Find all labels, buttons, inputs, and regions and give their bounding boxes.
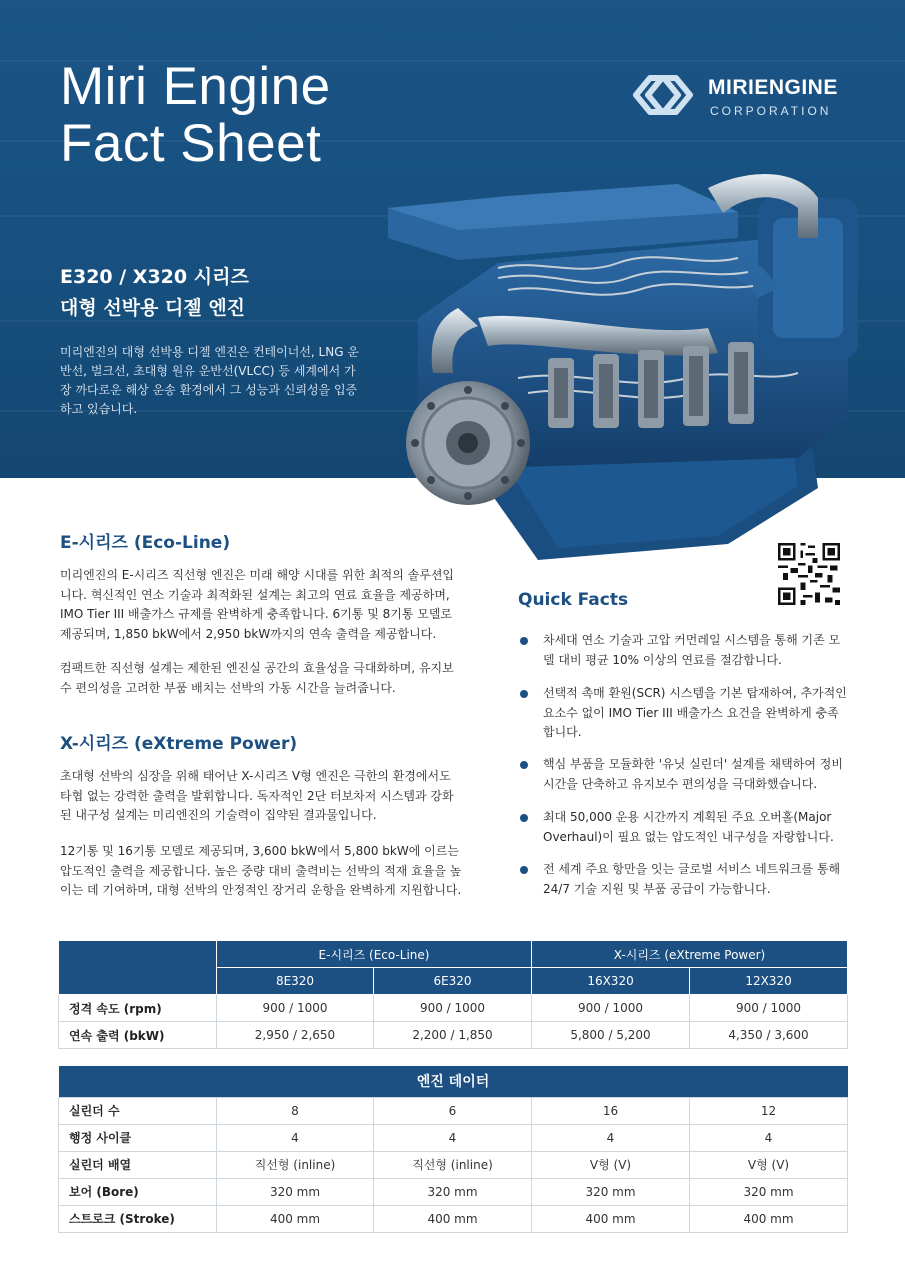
table-cell: 16 <box>532 1097 690 1124</box>
quick-fact-text: 차세대 연소 기술과 고압 커먼레일 시스템을 통해 기존 모델 대비 평균 10% 이상의 연료를 절감합니다. <box>543 633 841 667</box>
spec-table <box>58 940 848 1049</box>
table-cell: 8 <box>217 1097 374 1124</box>
table-cell: 5,800 / 5,200 <box>532 1022 690 1049</box>
table-cell: 6 <box>374 1097 532 1124</box>
e-series-heading: E-시리즈 (Eco-Line) <box>60 533 231 553</box>
quick-fact-text: 전 세계 주요 항만을 잇는 글로벌 서비스 네트워크를 통해 24/7 기술 지원 및 부품 공급이 가능합니다. <box>543 862 841 896</box>
table-cell: 12 <box>690 1097 848 1124</box>
intro-text: 미리엔진의 대형 선박용 디젤 엔진은 컨테이너선, LNG 운반선, 벌크선, 초대형 원유 운반선(VLCC) 등 세계에서 가장 까다로운 해상 운송 환경에서 그 성능과 신뢰성을 입증하고 있습니다. <box>60 345 359 416</box>
row-label: 스트로크 (Stroke) <box>59 1205 217 1232</box>
engine-image <box>378 168 868 560</box>
table-cell: 900 / 1000 <box>217 995 374 1022</box>
table-cell: 320 mm <box>217 1178 374 1205</box>
bullet-icon <box>520 814 528 822</box>
quick-fact-text: 최대 50,000 운용 시간까지 계획된 주요 오버홀(Major Overhaul)이 필요 없는 압도적인 내구성을 자랑합니다. <box>543 810 834 844</box>
e-series-paragraph-1: 미리엔진의 E-시리즈 직선형 엔진은 미래 해양 시대를 위한 최적의 솔루션입니다. 혁신적인 연소 기술과 최적화된 설계는 최고의 연료 효율을 제공하며, IMO Tier III 배출가스 규제를 완벽하게 충족합니다. 6기통 및 8기통 모델로 제공되며, 1,850 bkW에서 2,950 bkW까지의 연속 출력을 제공합니다. <box>60 568 455 641</box>
quick-fact-text: 핵심 부품을 모듈화한 '유닛 실린더' 설계를 채택하여 정비 시간을 단축하고 유지보수 편의성을 극대화했습니다. <box>543 757 843 791</box>
column-header-model: 6E320 <box>374 968 532 995</box>
table-header-row <box>59 941 848 968</box>
series-line-1: E320 / X320 시리즈 <box>60 266 249 288</box>
table-cell: 4 <box>374 1124 532 1151</box>
logo-subtitle: CORPORATION <box>710 104 832 118</box>
x-series-paragraph-1: 초대형 선박의 심장을 위해 태어난 X-시리즈 V형 엔진은 극한의 환경에서도 타협 없는 강력한 출력을 발휘합니다. 독자적인 2단 터보차저 시스템과 강화된 내구성 설계는 미리엔진의 기술력이 집약된 결과물입니다. <box>60 769 454 822</box>
table-cell: 4 <box>217 1124 374 1151</box>
column-header-model: 8E320 <box>217 968 374 995</box>
qr-code-icon[interactable] <box>778 543 840 605</box>
table-row <box>59 1124 848 1151</box>
column-header-model: 12X320 <box>690 968 848 995</box>
table-row <box>59 1097 848 1124</box>
e-series-paragraph-2: 컴팩트한 직선형 설계는 제한된 엔진실 공간의 효율성을 극대화하며, 유지보수 편의성을 고려한 부품 배치는 선박의 가동 시간을 늘려줍니다. <box>60 661 454 695</box>
table-cell: 320 mm <box>532 1178 690 1205</box>
table-cell: 4 <box>690 1124 848 1151</box>
quick-facts-title: Quick Facts <box>518 590 629 610</box>
row-label: 실린더 수 <box>59 1097 217 1124</box>
title-line-2: Fact Sheet <box>60 114 322 173</box>
bullet-icon <box>520 866 528 874</box>
series-line-2: 대형 선박용 디젤 엔진 <box>60 297 246 319</box>
table-cell: 2,200 / 1,850 <box>374 1022 532 1049</box>
column-header-model: 16X320 <box>532 968 690 995</box>
table-row <box>59 1151 848 1178</box>
table-cell: 320 mm <box>690 1178 848 1205</box>
bullet-icon <box>520 761 528 769</box>
logo-name: MIRIENGINE <box>708 76 838 99</box>
series-title <box>60 262 249 324</box>
table-cell: 400 mm <box>532 1205 690 1232</box>
row-label: 정격 속도 (rpm) <box>59 995 217 1022</box>
table-cell: 400 mm <box>374 1205 532 1232</box>
engine-data-table <box>58 1066 848 1233</box>
x-series-heading: X-시리즈 (eXtreme Power) <box>60 734 298 754</box>
table-row <box>59 995 848 1022</box>
table-cell: V형 (V) <box>690 1151 848 1178</box>
row-label: 보어 (Bore) <box>59 1178 217 1205</box>
title-line-1: Miri Engine <box>60 57 331 116</box>
table-row <box>59 1022 848 1049</box>
table-cell: 900 / 1000 <box>374 995 532 1022</box>
column-group-e-series: E-시리즈 (Eco-Line) <box>217 941 532 968</box>
table-cell: 4,350 / 3,600 <box>690 1022 848 1049</box>
column-group-x-series: X-시리즈 (eXtreme Power) <box>532 941 848 968</box>
table-row <box>59 1178 848 1205</box>
bullet-icon <box>520 690 528 698</box>
table-row <box>59 1205 848 1232</box>
table-corner-cell <box>59 941 217 995</box>
table-cell: 2,950 / 2,650 <box>217 1022 374 1049</box>
x-series-paragraph-2: 12기통 및 16기통 모델로 제공되며, 3,600 bkW에서 5,800 bkW에 이르는 압도적인 출력을 제공합니다. 높은 중량 대비 출력비는 선박의 적재 효율을 높이는 데 기여하며, 대형 선박의 안정적인 장거리 운항을 완벽하게 지원합니다. <box>60 844 462 897</box>
table-cell: 직선형 (inline) <box>374 1151 532 1178</box>
page-title <box>60 58 420 172</box>
table-cell: 직선형 (inline) <box>217 1151 374 1178</box>
table-cell: 400 mm <box>690 1205 848 1232</box>
table-cell: 320 mm <box>374 1178 532 1205</box>
table-cell: 400 mm <box>217 1205 374 1232</box>
logo-mark-icon <box>628 70 698 120</box>
row-label: 행정 사이클 <box>59 1124 217 1151</box>
table-cell: 4 <box>532 1124 690 1151</box>
table-cell: V형 (V) <box>532 1151 690 1178</box>
table-cell: 900 / 1000 <box>690 995 848 1022</box>
bullet-icon <box>520 637 528 645</box>
company-logo <box>628 70 848 126</box>
row-label: 실린더 배열 <box>59 1151 217 1178</box>
table-cell: 900 / 1000 <box>532 995 690 1022</box>
engine-data-title: 엔진 데이터 <box>59 1066 848 1097</box>
table-header-row <box>59 1066 848 1097</box>
row-label: 연속 출력 (bkW) <box>59 1022 217 1049</box>
quick-fact-text: 선택적 촉매 환원(SCR) 시스템을 기본 탑재하여, 추가적인 요소수 없이 IMO Tier III 배출가스 요건을 완벽하게 충족합니다. <box>543 686 847 739</box>
